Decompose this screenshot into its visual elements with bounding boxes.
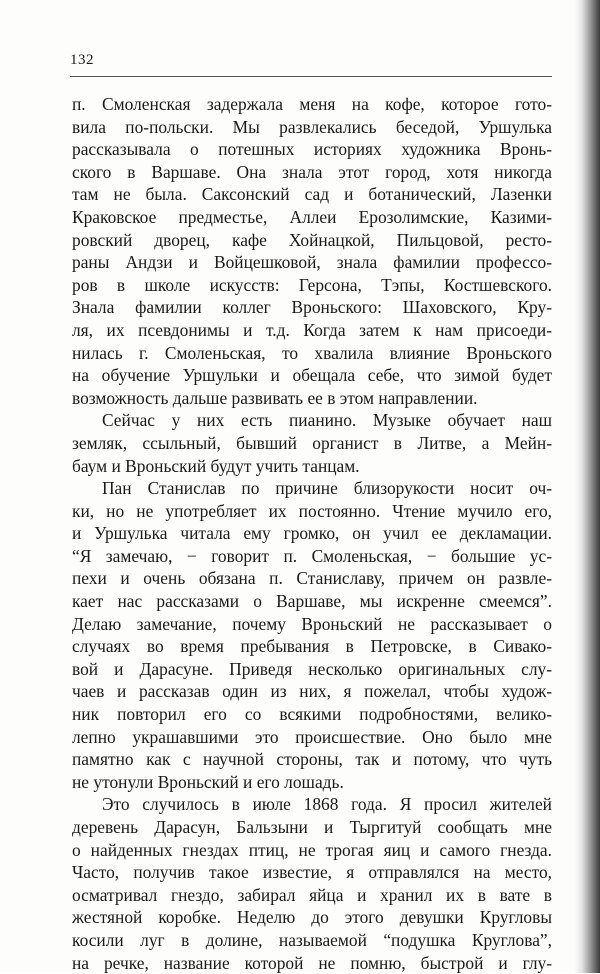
page-number: 132: [70, 52, 94, 68]
body-text: [72, 93, 552, 974]
text-line: Делаю замечание, почему Вроньский не рассказывает о: [72, 613, 552, 634]
text-line: осматривал гнездо, забирал яйца и хранил их в вате в: [72, 884, 552, 905]
text-line: возможность дальше развивать ее в этом направлении.: [72, 387, 478, 408]
text-line: баум и Вроньский будут учить танцам.: [72, 455, 360, 476]
text-line: Знала фамилии коллег Вроньского: Шаховского, Кру-: [72, 297, 552, 318]
text-line: пехи и очень обязана п. Станиславу, причем он развле-: [72, 568, 552, 589]
text-line: кает нас рассказами о Варшаве, мы искренне смеемся”.: [72, 591, 552, 612]
text-line: нилась г. Смоленьская, то хвалила влияние Вроньского: [72, 342, 552, 363]
text-line: лепно украшавшими это происшествие. Оно было мне: [72, 726, 552, 747]
text-line: косили луг в долине, называемой “подушка Круглова”,: [72, 929, 552, 950]
text-line: Это случилось в июле 1868 года. Я просил жителей: [102, 794, 552, 815]
text-line: Краковское предместье, Аллеи Ерозолимские, Казими-: [72, 206, 552, 227]
text-line: раны Андзи и Войцешковой, знала фамилии профессо-: [72, 252, 552, 273]
text-line: деревень Дарасун, Бальзыни и Тыргитуй сообщать мне: [72, 817, 552, 837]
text-line: п. Смоленская задержала меня на кофе, которое гото-: [72, 94, 552, 114]
text-line: земляк, ссыльный, бывший органист в Литве, а Мейн-: [72, 432, 552, 453]
text-line: ля, их псевдонимы и т.д. Когда затем к нам присоеди-: [72, 319, 552, 340]
text-line: о найденных гнездах птиц, не трогая яиц и самого гнезда.: [72, 839, 552, 860]
text-line: ров в школе искусств: Герсона, Тэпы, Костшевского.: [72, 274, 552, 295]
text-line: Сейчас у них есть пианино. Музыке обучает наш: [102, 410, 552, 431]
text-line: вой и Дарасуне. Приведя несколько оригинальных слу-: [72, 658, 552, 679]
text-line: Часто, получив такое известие, я отправлялся на место,: [72, 862, 552, 883]
page-header: [70, 52, 552, 77]
text-line: случаях во время пребывания в Петровске, в Сивако-: [72, 636, 552, 657]
text-line: и Уршулька читала ему громко, он учил ее декламации.: [72, 523, 552, 544]
text-line: ки, но не употребляет их постоянно. Чтение мучило его,: [72, 500, 552, 521]
book-spine-shadow: [574, 0, 600, 973]
text-line: “Я замечаю, − говорит п. Смоленьская, − большие ус-: [72, 545, 552, 566]
text-line: жестяной коробке. Неделю до этого девушки Кругловы: [72, 907, 552, 928]
text-line: ник повторил его со всякими подробностями, велико-: [72, 704, 552, 725]
text-line: на обучение Уршульки и обещала себе, что зимой будет: [72, 365, 552, 386]
text-line: не утонули Вроньский и его лошадь.: [72, 771, 344, 792]
text-line: рассказывала о потешных историях художника Вронь-: [72, 139, 552, 160]
text-line: ровский дворец, кафе Хойнацкой, Пильцовой, ресто-: [72, 229, 552, 250]
text-line: чаев и рассказав один из них, я пожелал, чтобы худож-: [72, 681, 552, 702]
text-line: Пан Станислав по причине близорукости носит оч-: [102, 478, 552, 499]
text-line: на речке, название которой не помню, быстрой и глу-: [72, 952, 552, 973]
text-line: там не была. Саксонский сад и ботанический, Лазенки: [72, 184, 552, 205]
text-line: памятно как с научной стороны, так и потому, что чуть: [72, 749, 552, 770]
text-line: вила по-польски. Мы развлекались беседой, Уршулька: [72, 116, 552, 137]
text-line: ского в Варшаве. Она знала этот город, хотя никогда: [72, 161, 552, 182]
